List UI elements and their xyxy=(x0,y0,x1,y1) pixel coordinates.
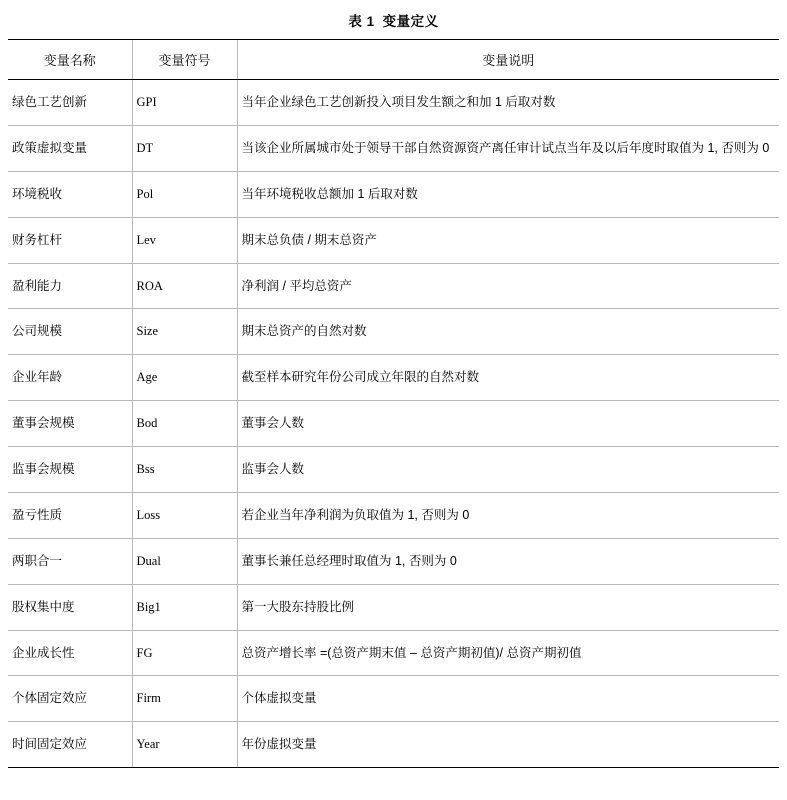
cell-variable-description: 当年环境税收总额加 1 后取对数 xyxy=(237,171,779,217)
table-row xyxy=(8,125,779,171)
table-row xyxy=(8,447,779,493)
cell-variable-symbol: Age xyxy=(132,355,237,401)
table-row xyxy=(8,217,779,263)
table-row xyxy=(8,722,779,768)
cell-variable-symbol: Bod xyxy=(132,401,237,447)
cell-variable-name: 绿色工艺创新 xyxy=(8,80,132,126)
table-row xyxy=(8,171,779,217)
cell-variable-description: 第一大股东持股比例 xyxy=(237,584,779,630)
cell-variable-description: 当该企业所属城市处于领导干部自然资源资产离任审计试点当年及以后年度时取值为 1, 否则为 0 xyxy=(237,125,779,171)
cell-variable-symbol: FG xyxy=(132,630,237,676)
table-row xyxy=(8,630,779,676)
table-header-row xyxy=(8,40,779,80)
cell-variable-name: 盈利能力 xyxy=(8,263,132,309)
cell-variable-name: 时间固定效应 xyxy=(8,722,132,768)
cell-variable-name: 两职合一 xyxy=(8,538,132,584)
table-body xyxy=(8,80,779,768)
cell-variable-symbol: Bss xyxy=(132,447,237,493)
table-row xyxy=(8,584,779,630)
cell-variable-name: 公司规模 xyxy=(8,309,132,355)
cell-variable-name: 个体固定效应 xyxy=(8,676,132,722)
variable-definition-table xyxy=(8,39,779,768)
table-row xyxy=(8,676,779,722)
cell-variable-name: 监事会规模 xyxy=(8,447,132,493)
cell-variable-description: 个体虚拟变量 xyxy=(237,676,779,722)
cell-variable-description: 当年企业绿色工艺创新投入项目发生额之和加 1 后取对数 xyxy=(237,80,779,126)
table-row xyxy=(8,263,779,309)
table-row xyxy=(8,80,779,126)
cell-variable-name: 环境税收 xyxy=(8,171,132,217)
column-header-variable-symbol: 变量符号 xyxy=(132,40,237,80)
cell-variable-symbol: Firm xyxy=(132,676,237,722)
cell-variable-description: 截至样本研究年份公司成立年限的自然对数 xyxy=(237,355,779,401)
table-row xyxy=(8,538,779,584)
cell-variable-symbol: ROA xyxy=(132,263,237,309)
cell-variable-description: 期末总负债 / 期末总资产 xyxy=(237,217,779,263)
cell-variable-name: 政策虚拟变量 xyxy=(8,125,132,171)
cell-variable-symbol: GPI xyxy=(132,80,237,126)
table-row xyxy=(8,492,779,538)
column-header-variable-description: 变量说明 xyxy=(237,40,779,80)
column-header-variable-name: 变量名称 xyxy=(8,40,132,80)
cell-variable-description: 董事长兼任总经理时取值为 1, 否则为 0 xyxy=(237,538,779,584)
table-row xyxy=(8,401,779,447)
cell-variable-name: 企业年龄 xyxy=(8,355,132,401)
cell-variable-name: 财务杠杆 xyxy=(8,217,132,263)
cell-variable-description: 若企业当年净利润为负取值为 1, 否则为 0 xyxy=(237,492,779,538)
cell-variable-description: 净利润 / 平均总资产 xyxy=(237,263,779,309)
cell-variable-name: 股权集中度 xyxy=(8,584,132,630)
cell-variable-symbol: Lev xyxy=(132,217,237,263)
cell-variable-symbol: Pol xyxy=(132,171,237,217)
cell-variable-symbol: Loss xyxy=(132,492,237,538)
cell-variable-name: 盈亏性质 xyxy=(8,492,132,538)
cell-variable-symbol: Dual xyxy=(132,538,237,584)
table-row xyxy=(8,309,779,355)
cell-variable-symbol: Size xyxy=(132,309,237,355)
cell-variable-description: 监事会人数 xyxy=(237,447,779,493)
cell-variable-name: 企业成长性 xyxy=(8,630,132,676)
cell-variable-description: 年份虚拟变量 xyxy=(237,722,779,768)
cell-variable-description: 总资产增长率 =(总资产期末值 – 总资产期初值)/ 总资产期初值 xyxy=(237,630,779,676)
cell-variable-symbol: Big1 xyxy=(132,584,237,630)
table-caption-title: 变量定义 xyxy=(382,14,439,29)
cell-variable-symbol: DT xyxy=(132,125,237,171)
cell-variable-symbol: Year xyxy=(132,722,237,768)
cell-variable-description: 期末总资产的自然对数 xyxy=(237,309,779,355)
table-caption-number: 表 1 xyxy=(348,14,375,29)
cell-variable-description: 董事会人数 xyxy=(237,401,779,447)
table-caption xyxy=(8,0,779,39)
table-row xyxy=(8,355,779,401)
cell-variable-name: 董事会规模 xyxy=(8,401,132,447)
